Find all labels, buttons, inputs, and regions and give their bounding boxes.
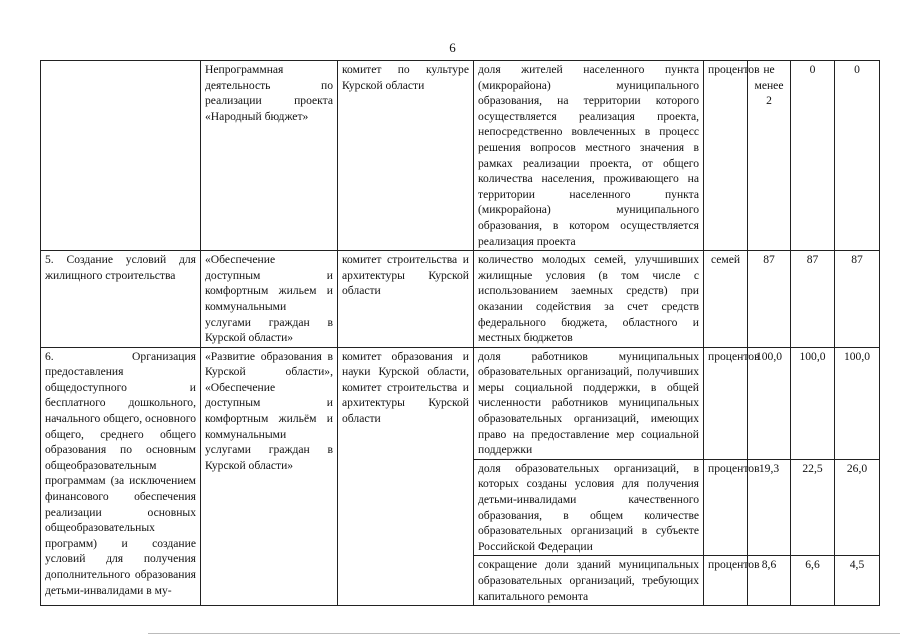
indicators-table	[40, 60, 880, 606]
program-cell: Непрограммная деятельность по реализации проекта «Народный бюджет»	[201, 61, 338, 251]
executor-cell: комитет образования и науки Курской области, комитет строительства и архитектуры Курской области	[338, 347, 474, 606]
goal-cell	[41, 61, 201, 251]
indicator-cell: доля работников муниципальных образовательных организаций, получивших меры социальной поддержки, в общей численности работников муниципальных образовательных организаций, имеющих право на предоставление мер социальной поддержки	[474, 347, 704, 459]
value-cell-3: 26,0	[835, 459, 880, 556]
value-cell-1: 87	[748, 251, 791, 348]
value-cell-2: 6,6	[791, 556, 835, 606]
value-cell-1: 19,3	[748, 459, 791, 556]
value-cell-3: 87	[835, 251, 880, 348]
value-cell-2: 22,5	[791, 459, 835, 556]
unit-cell: процентов	[704, 61, 748, 251]
goal-cell: 6. Организация предоставления общедоступного и бесплатного дошкольного, начального общего, основного общего, среднего общего образования по основным общеобразовательным программам (за исключением финансового обеспечения реализации основных общеобразовательных программ) и создание условий для получения дополнительного образования детьми-инвалидами в му-	[41, 347, 201, 606]
indicator-cell: количество молодых семей, улучшивших жилищные условия (в том числе с использованием заемных средств) при оказании содействия за счет средств федерального бюджета, областного и местных бюджетов	[474, 251, 704, 348]
goal-cell: 5. Создание условий для жилищного строительства	[41, 251, 201, 348]
table-row	[41, 251, 880, 348]
value-cell-3: 100,0	[835, 347, 880, 459]
value-cell-1: 8,6	[748, 556, 791, 606]
value-cell-3: 4,5	[835, 556, 880, 606]
value-cell-2: 0	[791, 61, 835, 251]
value-cell-2: 87	[791, 251, 835, 348]
executor-cell: комитет по культуре Курской области	[338, 61, 474, 251]
indicator-cell: доля жителей населенного пункта (микрорайона) муниципального образования, на территории которого осуществляется реализация проекта, непосредственно вовлеченных в процесс решения вопросов местного значения в рамках реализации проекта, от общего количества населения, проживающего на территории населенного пункта (микрорайона) муниципального образования, в котором осуществляется реализация проекта	[474, 61, 704, 251]
unit-cell: процентов	[704, 347, 748, 459]
value-cell-1: не менее 2	[748, 61, 791, 251]
value-cell-2: 100,0	[791, 347, 835, 459]
indicator-cell: сокращение доли зданий муниципальных образовательных организаций, требующих капитального ремонта	[474, 556, 704, 606]
program-cell: «Обеспечение доступным и комфортным жильем и коммунальными услугами граждан в Курской области»	[201, 251, 338, 348]
unit-cell: процентов	[704, 556, 748, 606]
program-cell: «Развитие образования в Курской области», «Обеспечение доступным и комфортным жильём и коммунальными услугами граждан в Курской области»	[201, 347, 338, 606]
page-bottom-rule	[148, 633, 900, 634]
unit-cell: семей	[704, 251, 748, 348]
page-number: 6	[449, 40, 456, 55]
value-cell-3: 0	[835, 61, 880, 251]
executor-cell: комитет строительства и архитектуры Курской области	[338, 251, 474, 348]
unit-cell: процентов	[704, 459, 748, 556]
indicator-cell: доля образовательных организаций, в которых созданы условия для получения детьми-инвалидами качественного образования, в общем количестве образовательных организаций в субъекте Российской Федерации	[474, 459, 704, 556]
table-row	[41, 61, 880, 251]
value-cell-1: 100,0	[748, 347, 791, 459]
table-row	[41, 347, 880, 459]
